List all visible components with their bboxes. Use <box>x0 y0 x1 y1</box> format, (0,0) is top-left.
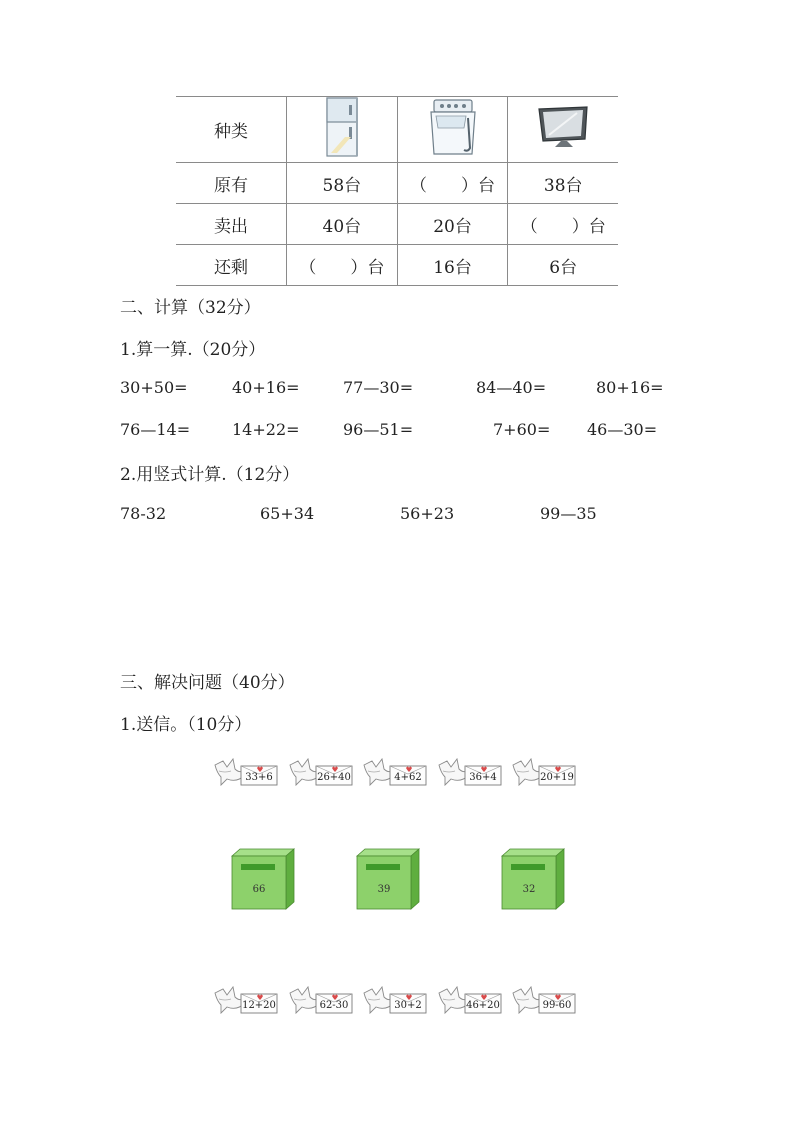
letter-expression: 20+19 <box>540 772 574 783</box>
vertical-calc-item: 99—35 <box>540 504 597 523</box>
header-label: 种类 <box>176 97 287 163</box>
calc-expression: 30+50= <box>120 378 188 397</box>
pigeon-letter <box>437 755 503 787</box>
television-icon <box>537 105 589 149</box>
table-cell: 58台 <box>287 163 398 204</box>
calc-expression: 40+16= <box>232 378 300 397</box>
letter-expression: 12+20 <box>242 1000 276 1011</box>
table-cell: 38台 <box>508 163 618 204</box>
refrigerator-cell <box>287 97 398 163</box>
mailbox-number: 66 <box>252 884 266 895</box>
pigeon-letter <box>362 755 428 787</box>
mailbox-icon <box>356 848 420 910</box>
calc-expression: 80+16= <box>596 378 664 397</box>
washing-machine-cell <box>397 97 508 163</box>
section3-title: 三、解决问题（40分） <box>120 673 295 693</box>
pigeon-letter <box>213 983 279 1015</box>
table-cell: 6台 <box>508 245 618 286</box>
row-label: 还剩 <box>176 245 287 286</box>
table-cell: 20台 <box>397 204 508 245</box>
letter-expression: 62-30 <box>319 1000 349 1011</box>
vertical-calc-item: 56+23 <box>400 504 455 523</box>
vertical-calc-item: 78-32 <box>120 504 167 523</box>
pigeon-letter <box>288 983 354 1015</box>
letter-expression: 4+62 <box>394 772 422 783</box>
mailbox <box>231 848 295 910</box>
letter-expression: 33+6 <box>245 772 273 783</box>
television-cell <box>508 97 618 163</box>
letter-expression: 26+40 <box>317 772 351 783</box>
calc-expression: 77—30= <box>343 378 414 397</box>
pigeon-letter <box>511 983 577 1015</box>
inventory-table <box>176 96 618 286</box>
section2-q2-title: 2.用竖式计算.（12分） <box>120 465 300 485</box>
mailbox <box>356 848 420 910</box>
calc-expression: 7+60= <box>493 420 551 439</box>
letter-expression: 99-60 <box>542 1000 572 1011</box>
refrigerator-icon <box>325 97 359 157</box>
calc-expression: 96—51= <box>343 420 414 439</box>
washing-machine-icon <box>428 98 478 156</box>
section2-q1-title: 1.算一算.（20分） <box>120 340 266 360</box>
table-cell: （ ）台 <box>508 204 618 245</box>
pigeon-letter <box>362 983 428 1015</box>
mailbox-icon <box>501 848 565 910</box>
pigeon-letter <box>511 755 577 787</box>
mailbox-icon <box>231 848 295 910</box>
pigeon-letter <box>437 983 503 1015</box>
mailbox-number: 32 <box>522 884 536 895</box>
table-cell: 40台 <box>287 204 398 245</box>
table-cell: （ ）台 <box>397 163 508 204</box>
table-row <box>176 204 618 245</box>
vertical-calc-item: 65+34 <box>260 504 315 523</box>
table-row <box>176 163 618 204</box>
mailbox <box>501 848 565 910</box>
letter-expression: 36+4 <box>469 772 497 783</box>
letter-expression: 46+20 <box>466 1000 500 1011</box>
section2-title: 二、计算（32分） <box>120 298 261 318</box>
pigeon-letter <box>288 755 354 787</box>
calc-expression: 76—14= <box>120 420 191 439</box>
section3-q1-title: 1.送信。（10分） <box>120 715 252 735</box>
letter-expression: 30+2 <box>394 1000 422 1011</box>
mailbox-number: 39 <box>377 884 391 895</box>
table-row <box>176 245 618 286</box>
table-cell: 16台 <box>397 245 508 286</box>
row-label: 卖出 <box>176 204 287 245</box>
table-row <box>176 97 618 163</box>
table-cell: （ ）台 <box>287 245 398 286</box>
pigeon-letter <box>213 755 279 787</box>
calc-expression: 14+22= <box>232 420 300 439</box>
calc-expression: 46—30= <box>587 420 658 439</box>
row-label: 原有 <box>176 163 287 204</box>
calc-expression: 84—40= <box>476 378 547 397</box>
